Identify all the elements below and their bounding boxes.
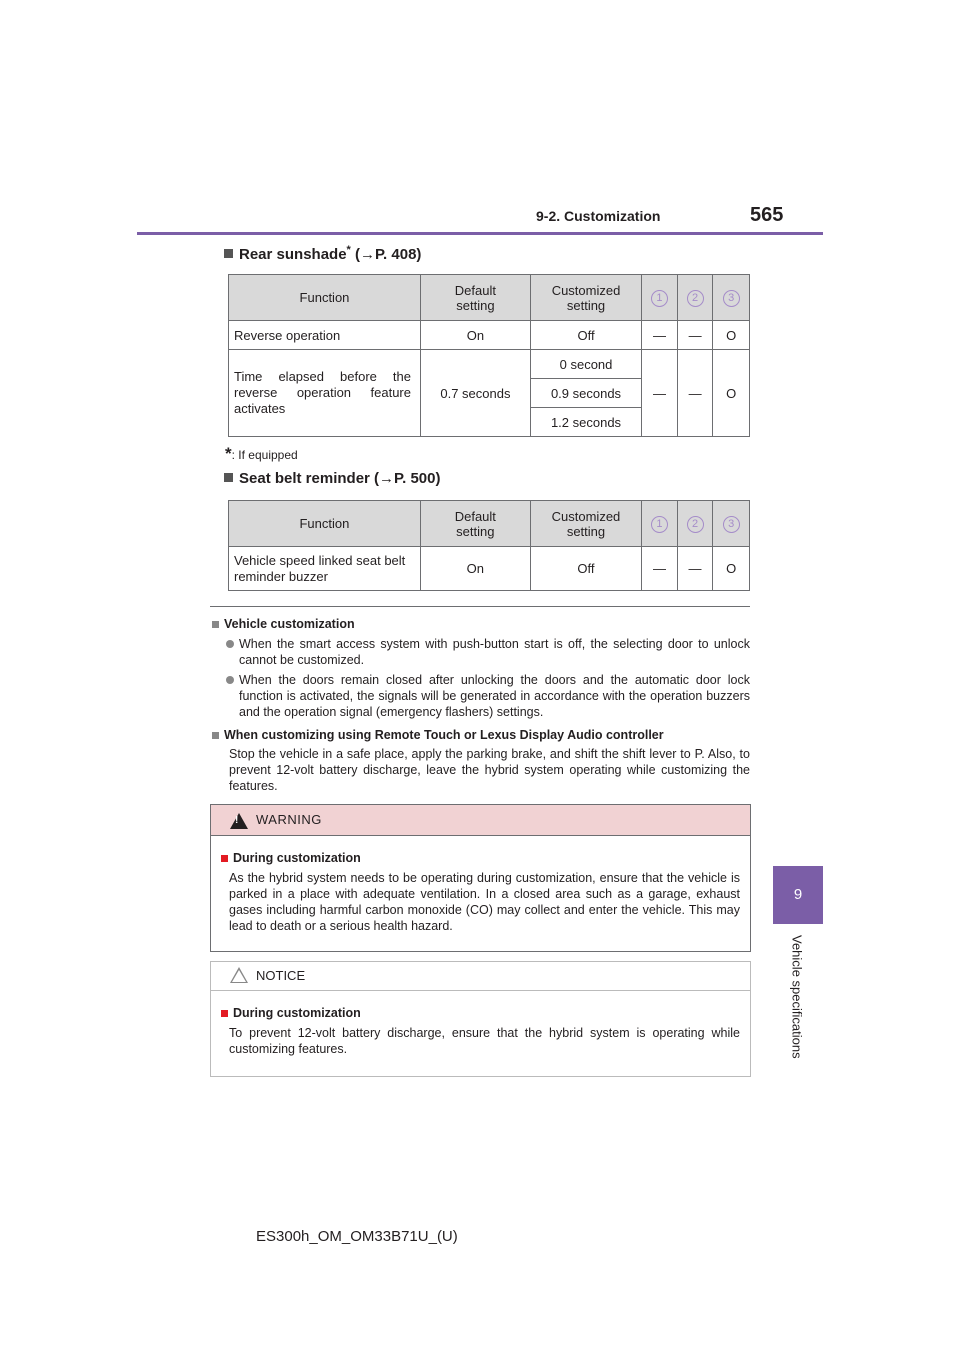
- square-bullet-icon: [224, 473, 233, 482]
- circled-1-icon: 1: [651, 516, 668, 533]
- chapter-label-text: Vehicle specifications: [789, 935, 805, 1059]
- col-1: [642, 275, 678, 321]
- warning-box: [210, 804, 751, 952]
- cell-function: Time elapsed before the reverse operation feature activates: [229, 350, 421, 437]
- seat-belt-heading: [224, 470, 440, 487]
- col-default: Default setting: [420, 501, 530, 547]
- cell-c3: O: [713, 350, 750, 437]
- cell-c2: —: [677, 547, 713, 591]
- rear-sunshade-heading: [224, 244, 421, 263]
- table-row: [229, 321, 750, 350]
- col-function: Function: [229, 501, 421, 547]
- notice-content: [211, 991, 750, 1057]
- notice-title: During customization: [221, 1005, 740, 1021]
- warning-title: During customization: [221, 850, 740, 866]
- square-bullet-icon: [221, 855, 228, 862]
- seat-belt-title: Seat belt reminder: [239, 470, 370, 487]
- chapter-label: [772, 935, 822, 1075]
- divider: [210, 606, 750, 607]
- circled-3-icon: 3: [723, 516, 740, 533]
- circled-2-icon: 2: [687, 290, 704, 307]
- col-2: [677, 275, 713, 321]
- table-row: [229, 547, 750, 591]
- note-body: Stop the vehicle in a safe place, apply the parking brake, and shift the shift lever to P. Also, to prevent 12-volt battery discharge, leave the hybrid system operating while customizing the features.: [229, 747, 750, 793]
- col-3: [713, 501, 750, 547]
- col-customized: Customized setting: [530, 275, 641, 321]
- cell-c1: —: [642, 350, 678, 437]
- warning-content: [211, 836, 750, 934]
- notice-box: [210, 961, 751, 1077]
- note-remote-touch: [212, 727, 750, 794]
- list-item: [212, 636, 750, 668]
- warning-body: As the hybrid system needs to be operating during customization, ensure that the vehicle is parked in a place with adequate ventilation. In a closed area such as a garage, exhaust gases including harmful carbon monoxide (CO) may collect and enter the vehicle. This may lead to death or a serious health hazard.: [229, 871, 740, 933]
- list-item: [212, 672, 750, 720]
- col-function: Function: [229, 275, 421, 321]
- cell-customized: Off: [530, 547, 641, 591]
- cell-c2: —: [677, 321, 713, 350]
- square-bullet-icon: [212, 732, 219, 739]
- col-customized: Customized setting: [530, 501, 641, 547]
- cell-c1: —: [642, 547, 678, 591]
- circle-bullet-icon: [226, 640, 234, 648]
- note-title: When customizing using Remote Touch or Lexus Display Audio controller: [212, 727, 750, 743]
- cell-option: 0.9 seconds: [530, 379, 641, 408]
- cell-default: On: [420, 547, 530, 591]
- table-header-row: [229, 275, 750, 321]
- warning-label: WARNING: [256, 812, 322, 827]
- square-bullet-icon: [224, 249, 233, 258]
- seat-belt-table: [228, 500, 750, 591]
- cell-default: On: [420, 321, 530, 350]
- cell-function: Reverse operation: [229, 321, 421, 350]
- notice-label: NOTICE: [256, 968, 306, 983]
- col-3: [713, 275, 750, 321]
- notice-header: [211, 962, 750, 991]
- rear-sunshade-table: [228, 274, 750, 437]
- footnote-text: : If equipped: [231, 448, 298, 462]
- rear-sunshade-ref: (→P. 408): [350, 246, 422, 263]
- cell-c3: O: [713, 547, 750, 591]
- page-number: 565: [750, 204, 784, 226]
- cell-c3: O: [713, 321, 750, 350]
- table-header-row: [229, 501, 750, 547]
- cell-option: 0 second: [530, 350, 641, 379]
- col-2: [677, 501, 713, 547]
- header-rule: [137, 232, 823, 235]
- cell-c2: —: [677, 350, 713, 437]
- document-code: ES300h_OM_OM33B71U_(U): [256, 1228, 458, 1245]
- note-title: Vehicle customization: [212, 616, 750, 632]
- cell-customized: Off: [530, 321, 641, 350]
- col-default: Default setting: [420, 275, 530, 321]
- circle-bullet-icon: [226, 676, 234, 684]
- circled-2-icon: 2: [687, 516, 704, 533]
- rear-sunshade-title: Rear sunshade: [239, 246, 347, 263]
- cell-function: Vehicle speed linked seat belt reminder buzzer: [229, 547, 421, 591]
- chapter-tab: 9: [773, 866, 823, 924]
- cell-c1: —: [642, 321, 678, 350]
- warning-icon: [230, 813, 248, 829]
- warning-header: ! WARNING: [211, 805, 750, 836]
- circled-1-icon: 1: [651, 290, 668, 307]
- circled-3-icon: 3: [723, 290, 740, 307]
- section-title: 9-2. Customization: [536, 208, 661, 224]
- notice-body: To prevent 12-volt battery discharge, ensure that the hybrid system is operating while customizing features.: [229, 1026, 740, 1056]
- seat-belt-ref: (→P. 500): [369, 470, 441, 487]
- square-bullet-icon: [221, 1010, 228, 1017]
- cell-option: 1.2 seconds: [530, 408, 641, 437]
- equipped-star: *: [346, 244, 351, 256]
- footnote: [225, 444, 298, 464]
- table-row: [229, 350, 750, 379]
- col-1: [642, 501, 678, 547]
- note-vehicle-customization: [212, 616, 750, 720]
- cell-default: 0.7 seconds: [420, 350, 530, 437]
- square-bullet-icon: [212, 621, 219, 628]
- bullet-text: When the smart access system with push-button start is off, the selecting door to unlock cannot be customized.: [239, 637, 750, 667]
- footnote-star: *: [225, 444, 232, 463]
- bullet-text: When the doors remain closed after unlocking the doors and the automatic door lock function is activated, the signals will be generated in accordance with the operation buzzers and the operation signal (emergency flashers) settings.: [239, 673, 750, 719]
